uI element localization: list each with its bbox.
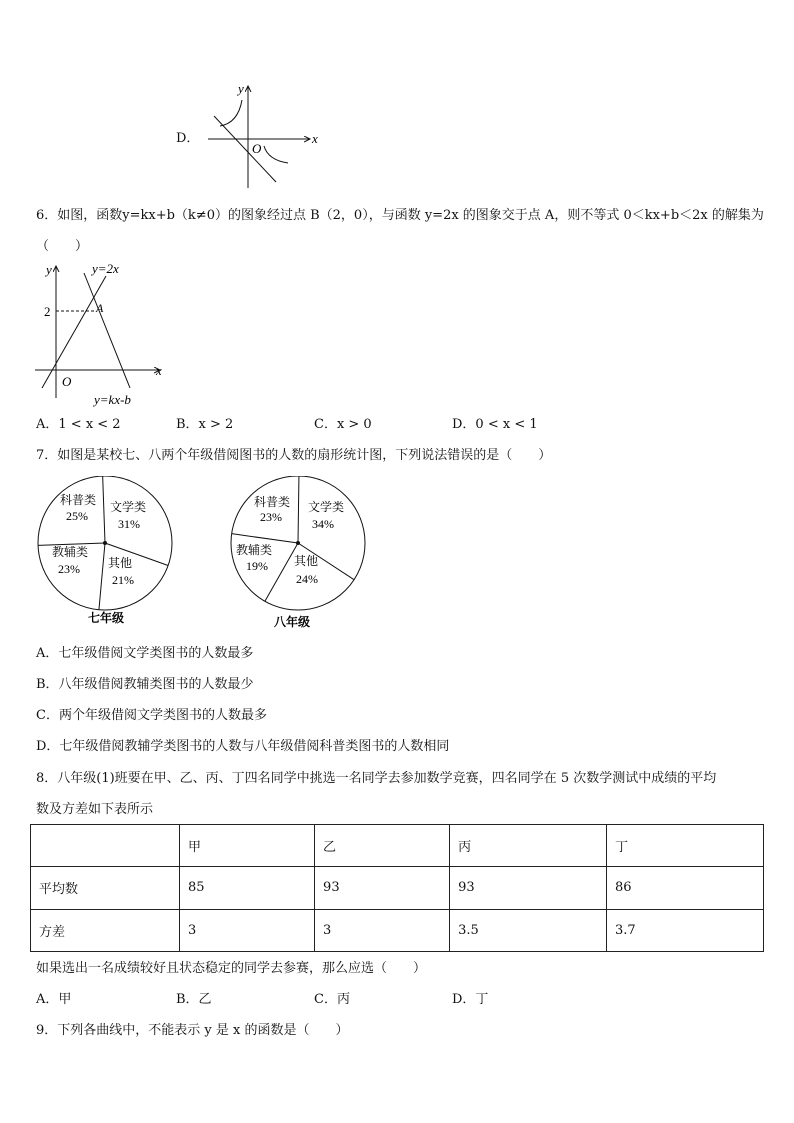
q5-origin-label: O [252,141,262,156]
table-header-cell: 乙 [315,825,450,867]
q7-pie8-slice1-name: 文学类 [308,500,345,514]
q7-pie7-slice3-pct: 23% [58,562,80,576]
q7-pie-chart-grade7 [30,476,190,626]
table-cell: 93 [315,867,450,909]
q8-stem-line1: 8．八年级(1)班要在甲、乙、丙、丁四名同学中挑选一名同学去参加数学竞赛，四名同学在 5 次数学测试中成绩的平均 [36,771,717,786]
q6-stem: 6．如图，函数y=kx+b（k≠0）的图象经过点 B（2，0），与函数 y=2x 的图象交于点 A，则不等式 0＜kx+b＜2x 的解集为 [36,208,764,223]
q6-y-label: y [46,262,52,277]
q8-option-b[interactable]: B．乙 [176,992,212,1007]
q7-pie7-slice3-name: 教辅类 [52,545,89,559]
q7-pie8-slice0-name: 科普类 [254,495,291,509]
q7-pie8-slice3-name: 教辅类 [236,543,273,557]
q6-origin-label: O [62,374,72,389]
table-cell: 3.7 [607,909,764,951]
q7-pie8-slice3-pct: 19% [246,559,268,573]
q7-pie-chart-grade8 [228,476,388,631]
q8-option-d[interactable]: D．丁 [452,992,489,1007]
q6-option-a[interactable]: A．1 < x < 2 [36,417,121,432]
table-header-cell: 丁 [607,825,764,867]
table-header-cell: 甲 [180,825,315,867]
q5-hyperbola-branch-1 [220,100,242,126]
q5-line [214,116,276,182]
q6-option-b[interactable]: B．x > 2 [176,417,234,432]
q7-option-a[interactable]: A．七年级借阅文学类图书的人数最多 [36,646,254,661]
q7-pie8-slice-boundary-1 [298,476,299,543]
q7-pie8-title: 八年级 [274,615,311,629]
table-cell: 平均数 [31,867,180,909]
q7-pie7-slice2-pct: 21% [112,573,134,587]
q6-line-kx-b [84,273,130,388]
q7-pie8-slice-boundary-0 [232,534,298,543]
q6-line1-label: y=2x [92,261,119,276]
table-header-row [31,825,764,867]
q6-paren: （ ） [36,239,89,254]
q5-x-label: x [312,131,318,146]
q5-option-d-label: D． [176,131,200,146]
q6-point-a: A [96,301,104,315]
q5-y-label: y [238,81,244,96]
q7-pie7-title: 七年级 [88,611,125,625]
table-cell: 3 [315,909,450,951]
q7-pie7-slice-boundary-3 [99,543,105,610]
q7-option-c[interactable]: C．两个年级借阅文学类图书的人数最多 [36,708,267,723]
q7-pie7-slice-boundary-1 [103,476,105,543]
q7-pie7-slice0-pct: 25% [66,509,88,523]
q6-line-y-2x [42,276,106,388]
q7-option-d[interactable]: D．七年级借阅教辅学类图书的人数与八年级借阅科普类图书的人数相同 [36,739,450,754]
table-header-cell [31,825,180,867]
q7-stem: 7．如图是某校七、八两个年级借阅图书的人数的扇形统计图，下列说法错误的是（ ） [36,448,552,463]
q5-hyperbola-branch-2 [264,146,288,163]
table-cell: 方差 [31,909,180,951]
q6-tick-2: 2 [44,304,51,319]
q8-option-c[interactable]: C．丙 [314,992,350,1007]
q7-pie8-slice2-pct: 24% [296,572,318,586]
q8-variance-table [30,824,764,952]
q7-option-b[interactable]: B．八年级借阅教辅类图书的人数最少 [36,677,254,692]
table-row [31,909,764,951]
q7-pie8-slice1-pct: 34% [312,517,334,531]
table-cell: 86 [607,867,764,909]
q7-pie7-slice0-name: 科普类 [60,493,97,507]
q8-stem-line2: 数及方差如下表所示 [36,802,154,817]
q6-option-d[interactable]: D．0 < x < 1 [452,417,538,432]
table-row [31,867,764,909]
table-cell: 3 [180,909,315,951]
table-cell: 3.5 [450,909,607,951]
q7-pie7-slice1-name: 文学类 [110,500,147,514]
q7-pie7-slice1-pct: 31% [118,517,140,531]
q7-pie8-slice2-name: 其他 [294,554,319,568]
q6-x-label: x [156,363,162,378]
q9-stem: 9．下列各曲线中，不能表示 y 是 x 的函数是（ ） [36,1023,349,1038]
q5-graph [200,78,330,193]
q6-line2-label: y=kx-b [94,392,131,407]
q8-option-a[interactable]: A．甲 [36,992,72,1007]
q7-pie8-center [296,541,300,545]
table-cell: 93 [450,867,607,909]
table-header-cell: 丙 [450,825,607,867]
q7-pie7-center [103,541,107,545]
table-cell: 85 [180,867,315,909]
q8-follow-up: 如果选出一名成绩较好且状态稳定的同学去参赛，那么应选（ ） [36,961,427,976]
q6-graph [30,258,180,410]
q7-pie8-slice0-pct: 23% [260,510,282,524]
q7-pie7-slice2-name: 其他 [108,556,133,570]
q6-option-c[interactable]: C．x > 0 [314,417,372,432]
